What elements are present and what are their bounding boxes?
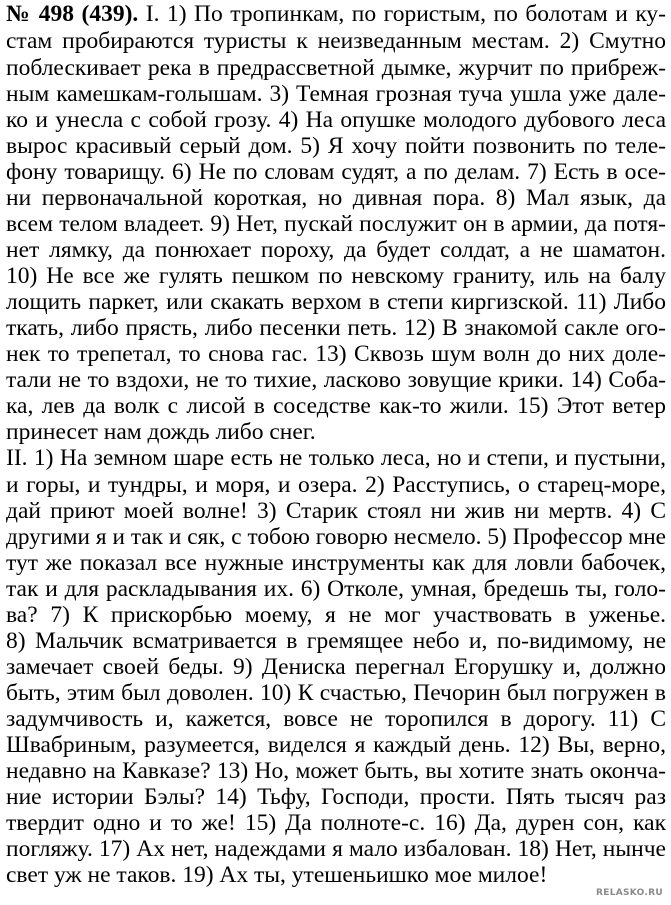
text-line-28: задумчивость и, кажется, вовсе не торопился в дорогу. 11) С [6,706,666,732]
text-line-20: дай приют моей волне! 3) Старик стоял ни жив ни мертв. 4) С [6,498,666,524]
text-line-12: лощить паркет, или скакать верхом в степи киргизской. 11) Либо [6,289,666,315]
text-line-1-body: I. 1) По тропинкам, по гористым, по болотам и ку- [138,1,666,27]
text-line-16: ка, лев да волк с лисой в соседстве как-то жили. 15) Этот ветер [6,393,666,419]
text-line-34: свет уж не таков. 19) Ах ты, утешеньишко мое милое! [6,862,548,888]
text-line-14: нек то трепетал, то снова гас. 13) Сквозь шум волн до них доле- [6,341,666,367]
text-line-15: тали не то вздохи, не то тихие, ласково зовущие крики. 14) Соба- [6,367,666,393]
text-line-31: ние истории Бэлы? 14) Тьфу, Господи, прости. Пять тысяч раз [6,784,666,810]
text-line-7: фону товарищу. 6) Не по словам судят, а по делам. 7) Есть в осе- [6,159,666,185]
text-line-17: принесет нам дождь либо снег. [6,419,316,445]
site-watermark: RELASKO.RU [596,888,663,898]
text-line-10: нет лямку, да понюхает пороху, да будет солдат, а не шаматон. [6,237,666,263]
text-line-24: ва? 7) К прискорбью моему, я не мог участвовать в уженье. [6,602,666,628]
text-line-25: 8) Мальчик всматривается в гремящее небо и, по-видимому, не [6,628,666,654]
text-line-22: тут же показал все нужные инструменты как для ловли бабочек, [6,550,666,576]
text-line-29: Швабриным, разумеется, виделся я каждый день. 12) Вы, верно, [6,732,666,758]
text-line-13: ткать, либо прясть, либо песенки петь. 12) В знакомой сакле ого- [6,315,666,341]
text-line-1 [6,1,666,27]
text-line-26: замечает своей беды. 9) Дениска перегнал Егорушку и, должно [6,654,666,680]
text-line-3: поблескивает река в предрассветной дымке, журчит по прибреж- [6,55,666,81]
text-line-8: ни первоначальной короткая, но дивная пора. 8) Мал язык, да [6,185,666,211]
exercise-heading: № 498 (439). [6,1,139,27]
text-line-5: ко и унесла с собой грозу. 4) На опушке молодого дубового леса [6,107,666,133]
text-line-6: вырос красивый серый дом. 5) Я хочу пойти позвонить по теле- [6,133,666,159]
text-line-18: II. 1) На земном шаре есть не только леса, но и степи, и пустыни, [6,445,666,471]
text-line-11: 10) Не все же гулять пешком по невскому граниту, иль на балу [6,263,666,289]
text-line-21: другими я и так и сяк, с тобою говорю несмело. 5) Профессор мне [6,524,666,550]
text-line-23: так и для раскладывания их. 6) Отколе, умная, бредешь ты, голо- [6,576,666,602]
text-line-4: ным камешкам-голышам. 3) Темная грозная туча ушла уже дале- [6,81,666,107]
text-line-19: и горы, и тундры, и моря, и озера. 2) Расступись, о старец-море, [6,472,666,498]
text-line-32: твердит одно и то же! 15) Да полноте-с. 16) Да, дурен сон, как [6,810,666,836]
text-line-27: быть, этим был доволен. 10) К счастью, Печорин был погружен в [6,680,666,706]
text-line-33: погляжу. 17) Ах нет, надеждами я мало избалован. 18) Нет, нынче [6,836,666,862]
text-line-30: недавно на Кавказе? 13) Но, может быть, вы хотите знать оконча- [6,758,666,784]
text-line-9: всем телом владеет. 9) Нет, пускай послужит он в армии, да потя- [6,211,666,237]
text-line-2: стам пробираются туристы к неизведанным местам. 2) Смутно [6,28,666,54]
